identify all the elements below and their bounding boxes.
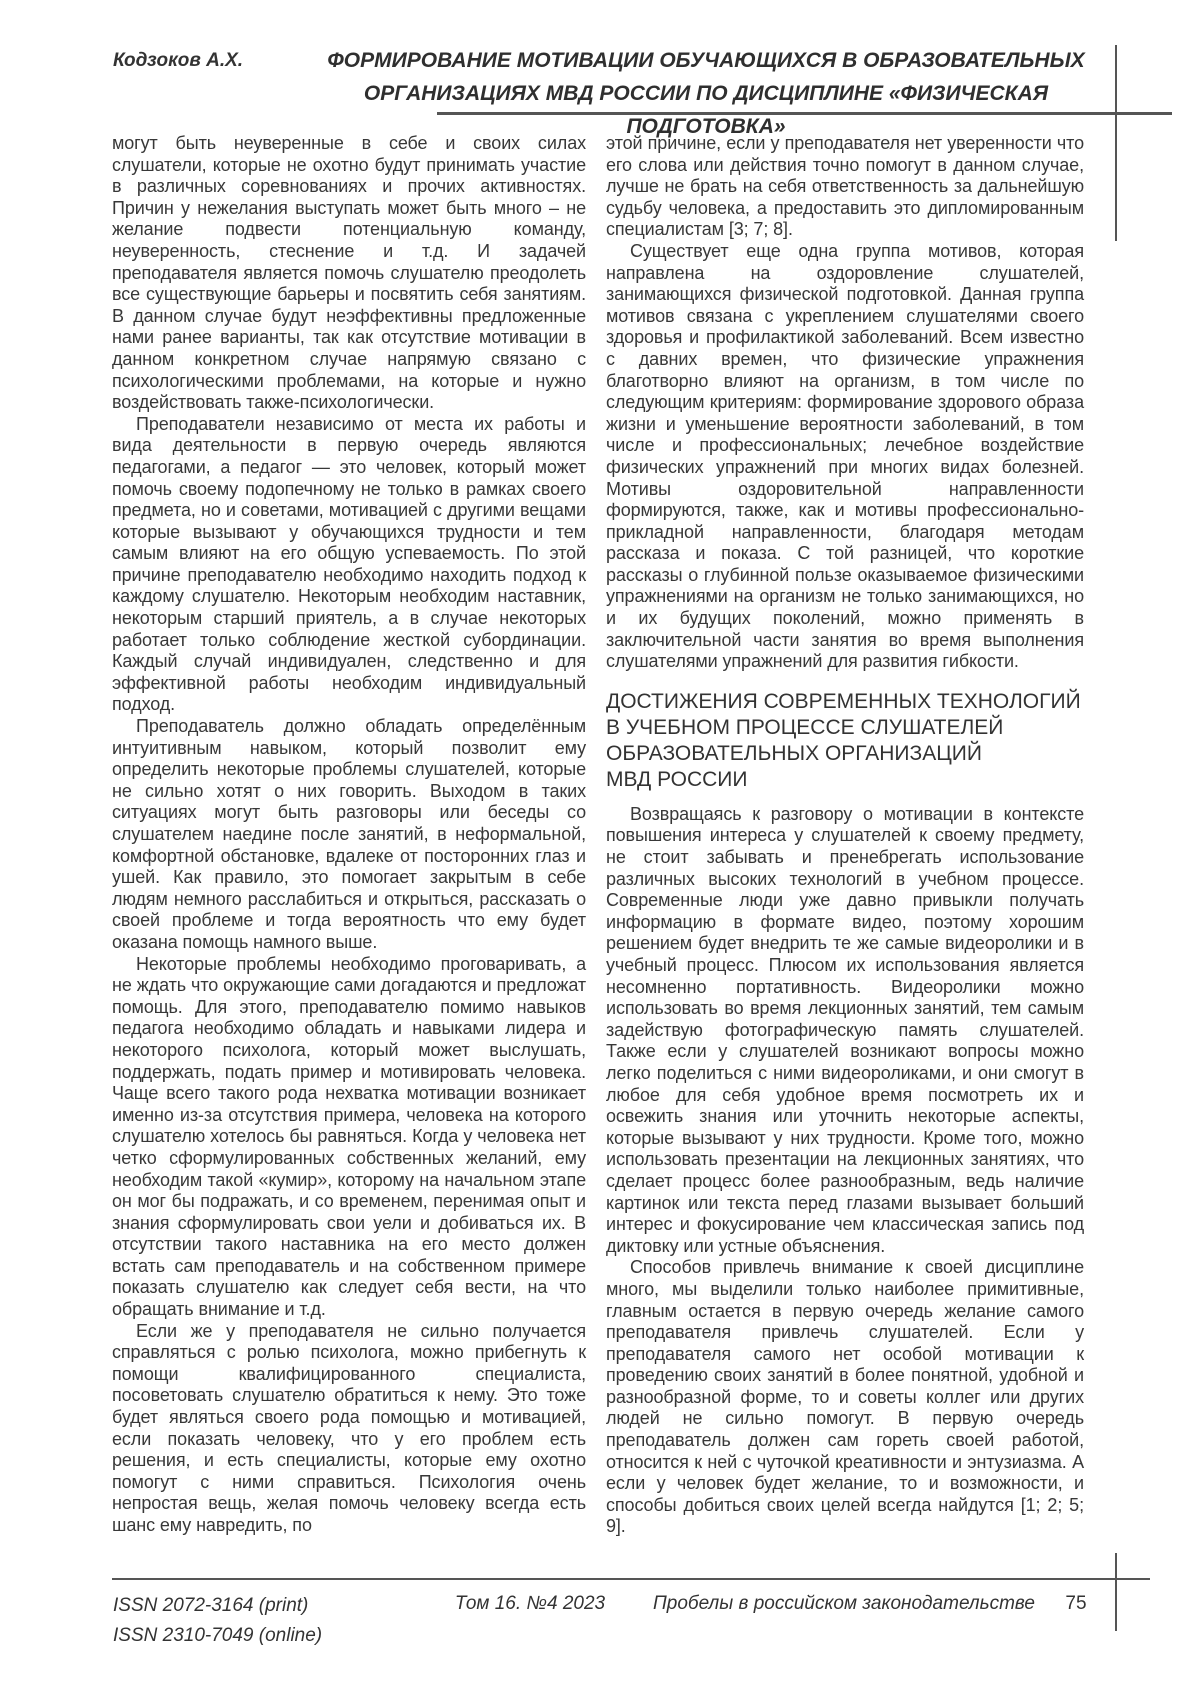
section-heading-line: ОБРАЗОВАТЕЛЬНЫХ ОРГАНИЗАЦИЙ bbox=[606, 741, 982, 765]
paragraph: этой причине, если у преподавателя нет уверенности что его слова или действия точно помогут в данном случае, лучше не брать на себя ответственность за дальнейшую судьбу человека, а предоставить это дипломированным специалистам [3; 7; 8]. bbox=[606, 133, 1084, 240]
paragraph: Возвращаясь к разговору о мотивации в контексте повышения интереса у слушателей к своему предмету, не стоит забывать и пренебрегать использование различных высоких технологий в учебном процессе. Современные люди уже давно привыкли получать информацию в формате видео, поэтому хорошим решением будет внедрить те же самые видеоролики и в учебный процесс. Плюсом их использования является несомненно портативность. Видеоролики можно использовать во время лекционных занятий, тем самым задействую фотографическую память слушателей. Также если у слушателей возникают вопросы можно легко поделиться с ними видеороликами, и они смогут в любое для себя удобное время посмотреть их и освежить знания или уточнить некоторые аспекты, которые вызывают у них трудности. Кроме того, можно использовать презентации на лекционных занятиях, что сделает процесс более разнообразным, ведь наличие картинок или текста перед глазами вызывает больший интерес и фокусирование чем классическая запись под диктовку или устные объяснения. bbox=[606, 803, 1084, 1256]
section-heading-line: В УЧЕБНОМ ПРОЦЕССЕ СЛУШАТЕЛЕЙ bbox=[606, 715, 1004, 739]
header-horizontal-rule bbox=[437, 112, 1172, 115]
article-title bbox=[300, 44, 1112, 143]
paragraph: Способов привлечь внимание к своей дисциплине много, мы выделили только наиболее примитивные, главным остается в первую очередь желание самого преподавателя привлечь слушателей. Если у преподавателя самого нет особой мотивации к проведению своих занятий в более понятной, удобной и разнообразной форме, то и советы коллег или других людей не сильно помогут. В первую очередь преподаватель должен сам гореть своей работой, относится к ней с чуточкой креативности и энтузиазма. А если у человек будет желание, то и возможности, и способы добиться своих целей всегда найдутся [1; 2; 5; 9]. bbox=[606, 1257, 1084, 1537]
paragraph: Существует еще одна группа мотивов, которая направлена на оздоровление слушателей, занимающихся физической подготовкой. Данная группа мотивов связана с укреплением слушателями своего здоровья и профилактикой заболеваний. Всем известно с давних времен, что физические упражнения благотворно влияют на организм, в том числе по следующим критериям: формирование здорового образа жизни и уменьшение вероятности заболеваний, в том числе и профессиональных; лечебное воздействие физических упражнений при многих видах болезней. Мотивы оздоровительной направленности формируются, также, как и мотивы профессионально-прикладной направленности, благодаря методам рассказа и показа. С той разницей, что короткие рассказы о глубинной пользе оказываемое физическими упражнениями на организм не только занимающихся, но и их будущих поколений, можно применять в заключительной части занятия во время выполнения слушателями упражнений для развития гибкости. bbox=[606, 240, 1084, 672]
footer-horizontal-rule bbox=[112, 1578, 1150, 1580]
volume-issue: Том 16. №4 2023 bbox=[454, 1593, 606, 1614]
section-heading-line: ДОСТИЖЕНИЯ СОВРЕМЕННЫХ ТЕХНОЛОГИЙ bbox=[606, 689, 1081, 713]
paragraph: Если же у преподавателя не сильно получается справляться с ролью психолога, можно прибегнуть к помощи квалифицированного специалиста, посоветовать слушателю обратиться к нему. Это тоже будет являться своего рода помощью и мотивацией, если показать человеку, что у его проблем есть решения, и есть специалисты, которые ему охотно помогут с ними справиться. Психология очень непростая вещь, желая помочь человеку всегда есть шанс ему навредить, по bbox=[112, 1320, 586, 1535]
page-number: 75 bbox=[1065, 1593, 1087, 1614]
article-title-line: ОРГАНИЗАЦИЯХ МВД РОССИИ ПО ДИСЦИПЛИНЕ «ФИЗИЧЕСКАЯ ПОДГОТОВКА» bbox=[363, 82, 1049, 138]
issn-block bbox=[113, 1591, 322, 1651]
section-heading-line: МВД РОССИИ bbox=[606, 767, 748, 791]
left-column bbox=[112, 133, 586, 1537]
author-name: Кодзоков А.Х. bbox=[113, 50, 244, 71]
paragraph: Преподаватель должно обладать определённым интуитивным навыком, который позволит ему определить некоторые проблемы слушателей, которые не сильно хотят о них говорить. Выходом в таких ситуациях могут быть разговоры или беседы со слушателем наедине после занятий, в неформальной, комфортной обстановке, вдалеке от посторонних глаз и ушей. Как правило, это помогает закрытым в себе людям немного расслабиться и открыться, рассказать о своей проблеме и тогда вероятность что ему будет оказана помощь намного выше. bbox=[112, 716, 586, 952]
footer-vertical-rule bbox=[1115, 1553, 1117, 1631]
right-column bbox=[606, 133, 1084, 1538]
article-title-line: ФОРМИРОВАНИЕ МОТИВАЦИИ ОБУЧАЮЩИХСЯ В ОБРАЗОВАТЕЛЬНЫХ bbox=[327, 49, 1085, 72]
paragraph: Преподаватели независимо от места их работы и вида деятельности в первую очередь являются педагогами, а педагог — это человек, который может помочь своему подопечному не только в рамках своего предмета, но и советами, мотивацией с другими вещами которые вызывают у обучающихся трудности и тем самым влияют на его общую успеваемость. По этой причине преподавателю необходимо находить подход к каждому слушателю. Некоторым необходим наставник, некоторым старший приятель, а в случае некоторых работает только соблюдение жесткой субординации. Каждый случай индивидуален, следственно и для эффективной работы необходим индивидуальный подход. bbox=[112, 413, 586, 715]
issn-print: ISSN 2072-3164 (print) bbox=[113, 1595, 309, 1616]
paragraph: могут быть неуверенные в себе и своих силах слушатели, которые не охотно будут принимать участие в различных соревнованиях и прочих активностях. Причин у нежелания выступать может быть много – не желание подвести потенциальную команду, неуверенность, стеснение и т.д. И задачей преподавателя является помочь слушателю преодолеть все существующие барьеры и посвятить себя занятиям. В данном случае будут неэффективны предложенные нами ранее варианты, так как отсутствие мотивации в данном конкретном случае напрямую связано с психологическими проблемами, на которые и нужно воздействовать также-психологически. bbox=[112, 133, 586, 413]
paragraph: Некоторые проблемы необходимо проговаривать, а не ждать что окружающие сами догадаются и предложат помощь. Для этого, преподавателю помимо навыков педагога необходимо обладать и навыками лидера и некоторого психолога, который может выслушать, поддержать, подать пример и мотивировать человека. Чаще всего такого рода нехватка мотивации возникает именно из-за отсутствия примера, человека на которого слушателю хотелось бы равняться. Когда у человека нет четко сформулированных собственных желаний, ему необходим такой «кумир», которому на начальном этапе он мог бы подражать, и со временем, перенимая опыт и знания сформулировать свои уели и добиваться их. В отсутствии такого наставника на его место должен встать сам преподаватель и на собственном примере показать слушателю как следует себя вести, на что обращать внимание и т.д. bbox=[112, 953, 586, 1320]
header-vertical-rule bbox=[1115, 45, 1117, 241]
section-heading bbox=[606, 689, 1084, 793]
issn-online: ISSN 2310-7049 (online) bbox=[113, 1625, 323, 1646]
journal-title: Пробелы в российском законодательстве bbox=[653, 1593, 1035, 1614]
